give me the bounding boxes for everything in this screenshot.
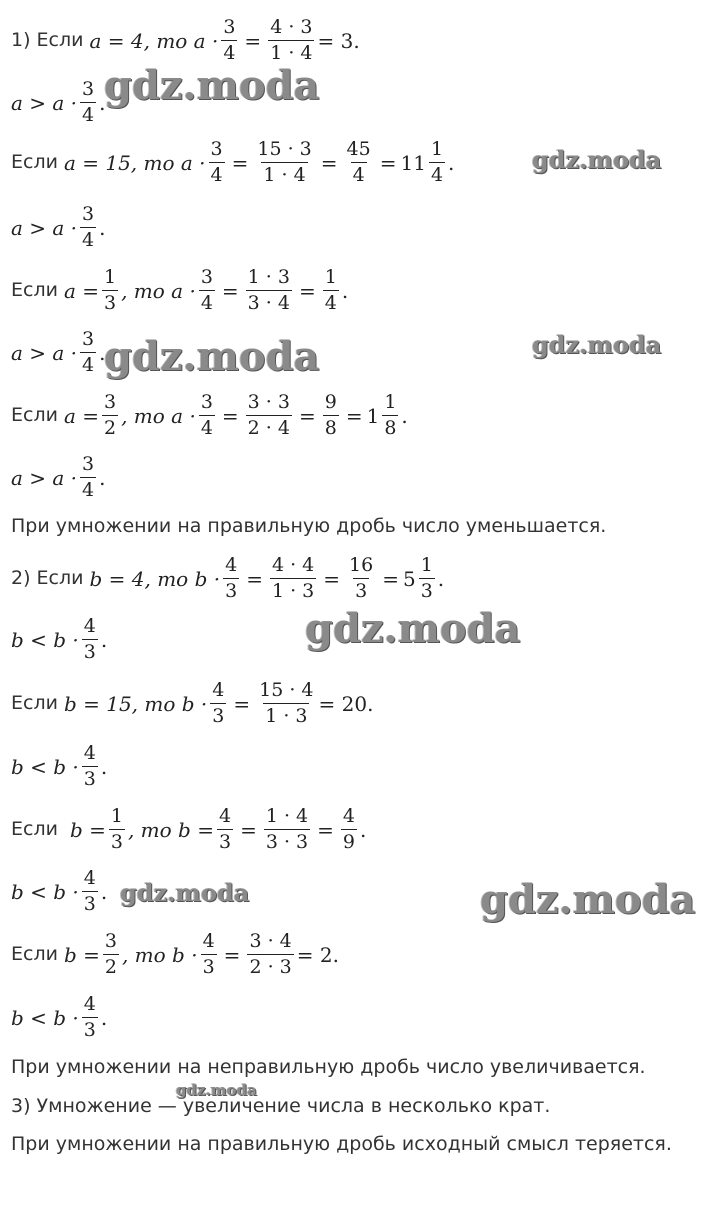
mixed-number: 5 $\frac{1}{3}$	[402, 554, 433, 602]
line-11-result: = 20.	[318, 691, 374, 716]
line-15-mid: , то b ·	[121, 942, 198, 967]
line-5-mid: , то a ·	[121, 278, 196, 303]
fraction: $\frac{3}{4}$	[210, 138, 223, 186]
mixed-number: 1 $\frac{1}{8}$	[366, 391, 397, 439]
line-3-condition: a = 15, то a ·	[63, 150, 206, 175]
fraction: $\frac{1}{4}$	[324, 266, 337, 314]
fraction: $\frac{4}{3}$	[212, 679, 225, 727]
watermark: gdz.moda	[176, 1081, 257, 1099]
fraction: $\frac{4}{3}$	[218, 805, 232, 853]
fraction: $\frac{3}{4}$	[200, 266, 213, 314]
line-15: Если b = $\frac{3}{2}$ , то b · $\frac{4}{3}$ = $\frac{3 \cdot 4}{2 \cdot 3}$ = 2.	[11, 930, 339, 978]
line-9-condition: b = 4, то b ·	[89, 566, 221, 591]
line-2: a > a · $\frac{3}{4}$ .	[11, 78, 106, 126]
watermark: gdz.moda	[532, 145, 662, 174]
inequality: a > a ·	[11, 90, 78, 115]
fraction: $\frac{4}{3}$	[83, 742, 96, 790]
conclusion-3: При умножении на правильную дробь исходный смысл теряется.	[11, 1133, 672, 1155]
inequality: a > a ·	[11, 215, 78, 240]
line-14: b < b · $\frac{4}{3}$ .	[11, 867, 108, 915]
fraction: $\frac{9}{8}$	[324, 391, 337, 439]
line-7-mid: , то a ·	[121, 403, 196, 428]
line-3-prefix: Если	[11, 151, 58, 173]
fraction: $\frac{3}{2}$	[104, 930, 117, 978]
line-15-prefix: Если	[11, 943, 58, 965]
line-1: 1) Если a = 4, то a · $\frac{3}{4}$ = $\frac{4 \cdot 3}{1 \cdot 4}$ = 3.	[11, 16, 360, 64]
line-5: Если a = $\frac{1}{3}$ , то a · $\frac{3}{4}$ = $\frac{1 \cdot 3}{3 \cdot 4}$ = $\frac{1}{4}$ .	[11, 266, 349, 314]
inequality: b < b ·	[11, 627, 79, 652]
fraction: $\frac{4}{3}$	[83, 615, 96, 663]
fraction: $\frac{1}{3}$	[104, 266, 117, 314]
line-13-prefix: Если	[11, 818, 58, 840]
fraction: $\frac{45}{4}$	[346, 138, 371, 186]
fraction: $\frac{1 \cdot 3}{3 \cdot 4}$	[247, 266, 290, 314]
line-7-condition: a =	[63, 403, 99, 428]
line-5-prefix: Если	[11, 279, 58, 301]
mixed-number: 11 $\frac{1}{4}$	[400, 138, 444, 186]
inequality: b < b ·	[11, 1005, 79, 1030]
line-15-condition: b =	[63, 942, 100, 967]
line-1-condition: a = 4, то a ·	[89, 28, 219, 53]
fraction: $\frac{3}{2}$	[104, 391, 117, 439]
inequality: b < b ·	[11, 754, 79, 779]
line-5-condition: a =	[63, 278, 99, 303]
line-13: Если b = $\frac{1}{3}$ , то b = $\frac{4}{3}$ = $\frac{1 \cdot 4}{3 \cdot 3}$ = $\frac{4}{9}$ .	[11, 805, 367, 853]
fraction: $\frac{3}{4}$	[82, 78, 95, 126]
line-3: Если a = 15, то a · $\frac{3}{4}$ = $\frac{15 \cdot 3}{1 \cdot 4}$ = $\frac{45}{4}$ = 11 $\frac{1}{4}$ .	[11, 138, 455, 186]
watermark: gdz.moda	[480, 876, 696, 923]
line-7: Если a = $\frac{3}{2}$ , то a · $\frac{3}{4}$ = $\frac{3 \cdot 3}{2 \cdot 4}$ = $\frac{9}{8}$ = 1 $\frac{1}{8}$ .	[11, 391, 408, 439]
fraction: $\frac{4}{3}$	[83, 993, 96, 1041]
line-13-mid: , то b =	[127, 817, 214, 842]
watermark: gdz.moda	[104, 333, 320, 380]
line-6: a > a · $\frac{3}{4}$ .	[11, 328, 106, 376]
fraction: $\frac{3}{4}$	[200, 391, 213, 439]
watermark: gdz.moda	[305, 605, 521, 652]
line-16: b < b · $\frac{4}{3}$ .	[11, 993, 108, 1041]
fraction: $\frac{4}{3}$	[202, 930, 215, 978]
conclusion-2: При умножении на неправильную дробь число увеличивается.	[11, 1056, 646, 1078]
fraction: $\frac{3 \cdot 4}{2 \cdot 3}$	[249, 930, 292, 978]
fraction: $\frac{3}{4}$	[82, 203, 95, 251]
line-8: a > a · $\frac{3}{4}$ .	[11, 453, 106, 501]
fraction: $\frac{4 \cdot 4}{1 \cdot 3}$	[271, 554, 315, 602]
fraction: $\frac{1}{3}$	[110, 805, 123, 853]
line-9-prefix: 2) Если	[11, 567, 84, 589]
fraction: $\frac{1 \cdot 4}{3 \cdot 3}$	[265, 805, 309, 853]
line-4: a > a · $\frac{3}{4}$ .	[11, 203, 106, 251]
line-1-result: = 3.	[317, 28, 360, 53]
line-12: b < b · $\frac{4}{3}$ .	[11, 742, 108, 790]
fraction: $\frac{16}{3}$	[349, 554, 374, 602]
inequality: b < b ·	[11, 879, 79, 904]
fraction: $\frac{4 \cdot 3}{1 \cdot 4}$	[270, 16, 313, 64]
line-13-condition: b =	[69, 817, 106, 842]
fraction: $\frac{4}{3}$	[83, 867, 96, 915]
fraction: $\frac{3}{4}$	[82, 328, 95, 376]
line-7-prefix: Если	[11, 404, 58, 426]
line-10: b < b · $\frac{4}{3}$ .	[11, 615, 108, 663]
fraction: $\frac{3}{4}$	[223, 16, 236, 64]
conclusion-1: При умножении на правильную дробь число уменьшается.	[11, 515, 607, 537]
inequality: a > a ·	[11, 340, 78, 365]
part-3-text: 3) Умножение — увеличение числа в несколько крат.	[11, 1095, 551, 1117]
fraction: $\frac{15 \cdot 4}{1 \cdot 3}$	[259, 679, 314, 727]
watermark: gdz.moda	[532, 330, 662, 359]
line-9: 2) Если b = 4, то b · $\frac{4}{3}$ = $\frac{4 \cdot 4}{1 \cdot 3}$ = $\frac{16}{3}$ = 5 $\frac{1}{3}$ .	[11, 554, 445, 602]
line-15-result: = 2.	[296, 942, 339, 967]
watermark: gdz.moda	[104, 62, 320, 109]
inequality: a > a ·	[11, 465, 78, 490]
line-11-prefix: Если	[11, 692, 58, 714]
watermark: gdz.moda	[120, 878, 250, 907]
fraction: $\frac{4}{9}$	[342, 805, 355, 853]
fraction: $\frac{4}{3}$	[225, 554, 238, 602]
fraction: $\frac{3}{4}$	[82, 453, 95, 501]
fraction: $\frac{3 \cdot 3}{2 \cdot 4}$	[247, 391, 290, 439]
line-1-prefix: 1) Если	[11, 29, 84, 51]
line-11-condition: b = 15, то b ·	[63, 691, 208, 716]
fraction: $\frac{15 \cdot 3}{1 \cdot 4}$	[257, 138, 312, 186]
line-11: Если b = 15, то b · $\frac{4}{3}$ = $\frac{15 \cdot 4}{1 \cdot 3}$ = 20.	[11, 679, 374, 727]
